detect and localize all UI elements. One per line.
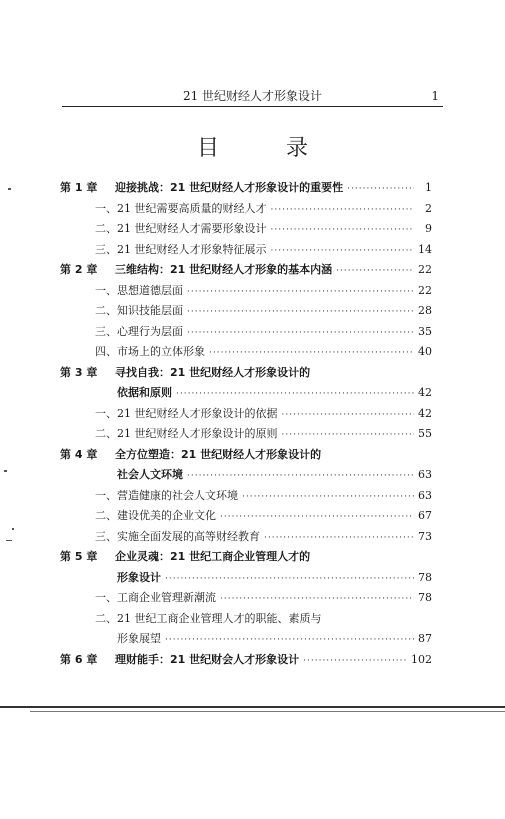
section-title: 21 世纪财经人才需要形象设计 bbox=[117, 222, 267, 235]
section-title: 21 世纪需要高质量的财经人才 bbox=[117, 201, 267, 215]
section-title: 21 世纪财经人才形象设计的原则 bbox=[117, 427, 278, 440]
scan-speck bbox=[6, 540, 12, 541]
dot-leader bbox=[336, 261, 414, 282]
section-title: 营造健康的社会人文环境 bbox=[117, 488, 238, 502]
dot-leader bbox=[187, 282, 414, 303]
toc-section-row[interactable] bbox=[60, 219, 432, 240]
section-number: 一、 bbox=[95, 591, 117, 604]
scan-speck bbox=[8, 188, 11, 190]
chapter-number: 第 3 章 bbox=[60, 365, 98, 379]
chapter-title-continued: 社会人文环境 bbox=[117, 468, 183, 481]
section-page-number: 40 bbox=[418, 345, 432, 358]
toc-section-row[interactable] bbox=[60, 322, 432, 343]
toc-title: 目 录 bbox=[197, 136, 338, 161]
section-title: 21 世纪财经人才形象特征展示 bbox=[117, 242, 267, 256]
dot-leader bbox=[187, 302, 414, 323]
section-page-number: 2 bbox=[425, 201, 432, 215]
section-page-number: 9 bbox=[425, 222, 432, 235]
dot-leader bbox=[271, 241, 415, 262]
scan-speck bbox=[4, 470, 7, 472]
section-page-number: 67 bbox=[418, 509, 432, 522]
chapter-title: 企业灵魂：21 世纪工商企业管理人才的 bbox=[115, 550, 311, 563]
section-number: 一、 bbox=[95, 406, 117, 420]
toc-section-row[interactable] bbox=[60, 240, 432, 261]
section-title: 工商企业管理新潮流 bbox=[117, 591, 216, 604]
chapter-number: 第 1 章 bbox=[60, 181, 98, 194]
section-page-number: 22 bbox=[418, 283, 432, 297]
section-title: 心理行为层面 bbox=[117, 324, 183, 338]
dot-leader bbox=[209, 343, 414, 364]
scan-speck bbox=[12, 528, 14, 530]
section-number: 一、 bbox=[95, 201, 117, 215]
chapter-title: 三维结构：21 世纪财经人才形象的基本内涵 bbox=[115, 263, 333, 276]
section-title: 21 世纪财经人才形象设计的依据 bbox=[117, 406, 278, 420]
dot-leader bbox=[264, 528, 414, 549]
toc-section-row[interactable] bbox=[60, 609, 432, 630]
chapter-page-number: 1 bbox=[425, 181, 432, 194]
section-page-number: 42 bbox=[418, 406, 432, 420]
dot-leader bbox=[165, 630, 414, 651]
section-page-number: 73 bbox=[418, 529, 432, 543]
section-number: 二、 bbox=[95, 509, 117, 522]
section-title: 实施全面发展的高等财经教育 bbox=[117, 529, 260, 543]
toc-chapter-row[interactable] bbox=[60, 547, 432, 568]
toc-chapter-row-continued[interactable] bbox=[60, 383, 432, 404]
dot-leader bbox=[271, 200, 415, 221]
chapter-title: 全方位塑造：21 世纪财经人才形象设计的 bbox=[115, 447, 322, 461]
section-page-number: 28 bbox=[418, 304, 432, 317]
toc-chapter-row[interactable] bbox=[60, 260, 432, 281]
section-title: 市场上的立体形象 bbox=[117, 345, 205, 358]
chapter-number: 第 2 章 bbox=[60, 263, 98, 276]
toc-section-row[interactable] bbox=[60, 527, 432, 548]
chapter-page-number: 102 bbox=[411, 652, 432, 666]
chapter-page-number: 63 bbox=[418, 468, 432, 481]
dot-leader bbox=[347, 179, 414, 200]
toc-chapter-row[interactable] bbox=[60, 178, 432, 199]
section-number: 三、 bbox=[95, 242, 117, 256]
toc-chapter-row[interactable] bbox=[60, 650, 432, 671]
section-number: 三、 bbox=[95, 324, 117, 338]
section-page-number: 55 bbox=[418, 427, 432, 440]
toc-section-row[interactable] bbox=[60, 424, 432, 445]
chapter-number: 第 5 章 bbox=[60, 550, 98, 563]
section-number: 二、 bbox=[95, 427, 117, 440]
chapter-number: 第 6 章 bbox=[60, 652, 98, 666]
toc-chapter-row[interactable] bbox=[60, 445, 432, 466]
dot-leader bbox=[271, 220, 415, 241]
toc-section-row-continued[interactable] bbox=[60, 629, 432, 650]
toc-section-row[interactable] bbox=[60, 301, 432, 322]
page-header bbox=[62, 88, 443, 107]
dot-leader bbox=[176, 384, 414, 405]
dot-leader bbox=[220, 589, 414, 610]
toc-chapter-row-continued[interactable] bbox=[60, 465, 432, 486]
section-page-number: 14 bbox=[418, 242, 432, 256]
chapter-title: 理财能手：21 世纪财会人才形象设计 bbox=[115, 652, 300, 666]
chapter-title: 寻找自我：21 世纪财经人才形象设计的 bbox=[115, 365, 311, 379]
chapter-title: 迎接挑战：21 世纪财经人才形象设计的重要性 bbox=[115, 181, 344, 194]
dot-leader bbox=[282, 425, 415, 446]
section-title: 知识技能层面 bbox=[117, 304, 183, 317]
chapter-page-number: 42 bbox=[418, 386, 432, 399]
toc-section-row[interactable] bbox=[60, 281, 432, 302]
bottom-rule-secondary bbox=[30, 711, 505, 712]
section-number: 一、 bbox=[95, 283, 117, 297]
bottom-rule bbox=[0, 706, 505, 708]
toc-section-row[interactable] bbox=[60, 404, 432, 425]
dot-leader bbox=[242, 487, 414, 508]
dot-leader bbox=[282, 405, 415, 426]
section-title: 21 世纪工商企业管理人才的职能、素质与 bbox=[117, 611, 322, 625]
section-number: 二、 bbox=[95, 304, 117, 317]
toc-section-row[interactable] bbox=[60, 199, 432, 220]
table-of-contents bbox=[60, 178, 432, 670]
section-title: 思想道德层面 bbox=[117, 283, 183, 297]
dot-leader bbox=[187, 323, 414, 344]
toc-section-row[interactable] bbox=[60, 506, 432, 527]
section-number: 二、 bbox=[95, 222, 117, 235]
section-number: 一、 bbox=[95, 488, 117, 502]
chapter-title-continued: 形象设计 bbox=[117, 570, 161, 584]
dot-leader bbox=[303, 651, 407, 672]
dot-leader bbox=[165, 569, 414, 590]
dot-leader bbox=[187, 466, 414, 487]
page-number: 1 bbox=[431, 89, 439, 103]
chapter-page-number: 78 bbox=[418, 570, 432, 584]
section-page-number: 78 bbox=[418, 591, 432, 604]
toc-chapter-row[interactable] bbox=[60, 363, 432, 384]
chapter-number: 第 4 章 bbox=[60, 447, 98, 461]
toc-section-row[interactable] bbox=[60, 588, 432, 609]
toc-section-row[interactable] bbox=[60, 486, 432, 507]
chapter-title-continued: 依据和原则 bbox=[117, 386, 172, 399]
section-number: 四、 bbox=[95, 345, 117, 358]
section-number: 三、 bbox=[95, 529, 117, 543]
toc-section-row[interactable] bbox=[60, 342, 432, 363]
chapter-page-number: 22 bbox=[418, 263, 432, 276]
section-number: 二、 bbox=[95, 611, 117, 625]
section-title-continued: 形象展望 bbox=[117, 632, 161, 645]
section-page-number: 63 bbox=[418, 488, 432, 502]
running-title: 21 世纪财经人才形象设计 bbox=[182, 89, 323, 103]
toc-chapter-row-continued[interactable] bbox=[60, 568, 432, 589]
section-title: 建设优美的企业文化 bbox=[117, 509, 216, 522]
section-page-number: 87 bbox=[418, 632, 432, 645]
dot-leader bbox=[220, 507, 414, 528]
section-page-number: 35 bbox=[418, 324, 432, 338]
